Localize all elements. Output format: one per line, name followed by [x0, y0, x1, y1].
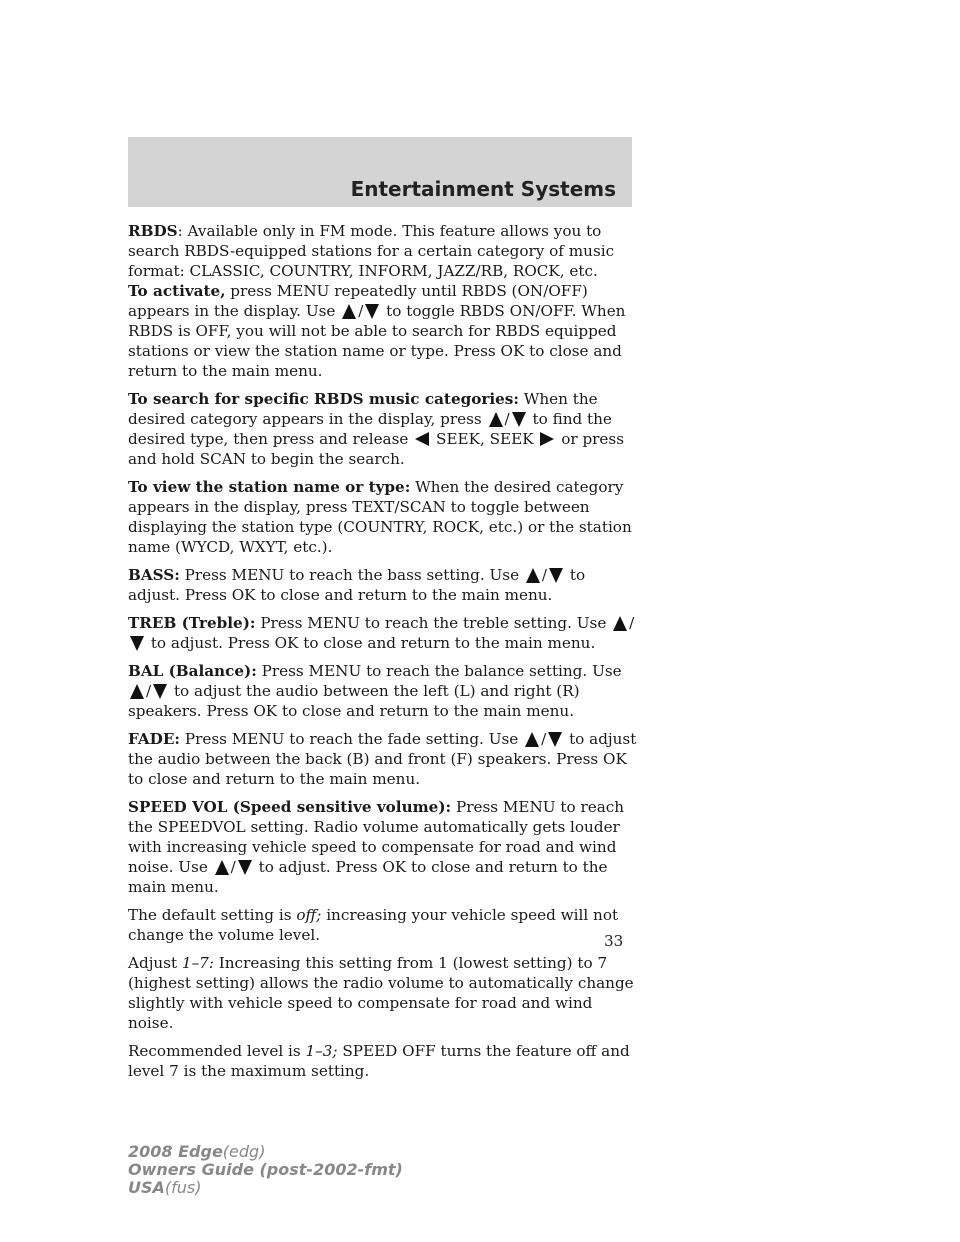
- adjust-paragraph: [128, 953, 638, 1033]
- recommended-emphasis: 1–3;: [305, 1042, 338, 1060]
- activate-text-2: to toggle RBDS ON/OFF. When RBDS is OFF, you will not be able to search for RBDS equipped stations or view the station name or type. Press OK to close and return to the main menu.: [128, 302, 626, 380]
- rbds-paragraph: [128, 221, 638, 281]
- section-header-band: [128, 137, 632, 207]
- search-text-1: When the desired category appears in the display, press: [128, 390, 598, 428]
- treble-label: TREB (Treble):: [128, 614, 256, 632]
- page-number: 33: [604, 932, 624, 950]
- search-paragraph: [128, 389, 638, 469]
- speedvol-text-1: Press MENU to reach the SPEEDVOL setting. Radio volume automatically gets louder with increasing vehicle speed to compensate for road and wind noise. Use: [128, 798, 625, 876]
- balance-label: BAL (Balance):: [128, 662, 257, 680]
- default-text-1: The default setting is: [128, 906, 297, 924]
- fade-text-2: to adjust the audio between the back (B) and front (F) speakers. Press OK to close and return to the main menu.: [128, 730, 637, 788]
- bass-text-2: to adjust. Press OK to close and return to the main menu.: [128, 566, 586, 604]
- page-content: [128, 221, 638, 1089]
- slash: /: [541, 730, 547, 748]
- recommended-text-2: SPEED OFF turns the feature off and level 7 is the maximum setting.: [128, 1042, 630, 1080]
- up-arrow-icon: [215, 860, 229, 875]
- speedvol-label: SPEED VOL (Speed sensitive volume):: [128, 798, 452, 816]
- adjust-text-2: Increasing this setting from 1 (lowest setting) to 7 (highest setting) allows the radio volume to automatically change slightly with vehicle speed to compensate for road and wind noise.: [128, 954, 634, 1032]
- down-arrow-icon: [365, 304, 379, 319]
- recommended-text-1: Recommended level is: [128, 1042, 306, 1060]
- up-arrow-icon: [342, 304, 356, 319]
- default-text-2: increasing your vehicle speed will not change the volume level.: [128, 906, 619, 944]
- treble-paragraph: [128, 613, 638, 653]
- down-arrow-icon: [549, 568, 563, 583]
- fade-label: FADE:: [128, 730, 181, 748]
- adjust-emphasis: 1–7:: [181, 954, 214, 972]
- slash: /: [146, 682, 152, 700]
- balance-text-2: to adjust the audio between the left (L) and right (R) speakers. Press OK to close and return to the main menu.: [128, 682, 580, 720]
- default-emphasis: off;: [296, 906, 322, 924]
- rbds-description: : Available only in FM mode. This feature allows you to search RBDS-equipped stations for a certain category of music format: CLASSIC, COUNTRY, INFORM, JAZZ/RB, ROCK, etc.: [128, 222, 615, 280]
- bass-text-1: Press MENU to reach the bass setting. Use: [179, 566, 524, 584]
- slash: /: [358, 302, 364, 320]
- slash: /: [504, 410, 510, 428]
- rbds-term: RBDS: [128, 222, 178, 240]
- balance-paragraph: [128, 661, 638, 721]
- document-footer: [128, 1143, 403, 1197]
- rbds-activate-paragraph: [128, 281, 638, 381]
- footer-model: 2008 Edge: [128, 1142, 223, 1161]
- footer-region-code: (fus): [164, 1178, 202, 1197]
- treble-text-1: Press MENU to reach the treble setting. Use: [255, 614, 612, 632]
- down-arrow-icon: [548, 732, 562, 747]
- seek-right-arrow-icon: [540, 432, 554, 446]
- recommended-paragraph: [128, 1041, 638, 1081]
- view-label: To view the station name or type:: [128, 478, 411, 496]
- seek-left-arrow-icon: [415, 432, 429, 446]
- speedvol-paragraph: [128, 797, 638, 897]
- footer-region: USA: [128, 1178, 165, 1197]
- fade-paragraph: [128, 729, 638, 789]
- footer-line-1: [128, 1143, 403, 1161]
- search-text-3: SEEK, SEEK: [431, 430, 539, 448]
- down-arrow-icon: [238, 860, 252, 875]
- view-paragraph: [128, 477, 638, 557]
- up-arrow-icon: [525, 732, 539, 747]
- fade-text-1: Press MENU to reach the fade setting. Use: [180, 730, 524, 748]
- up-arrow-icon: [130, 684, 144, 699]
- search-text-4: or press and hold SCAN to begin the search.: [128, 430, 625, 468]
- bass-paragraph: [128, 565, 638, 605]
- search-text-2: to find the desired type, then press and release: [128, 410, 612, 448]
- footer-line-2: Owners Guide (post-2002-fmt): [128, 1160, 403, 1179]
- treble-text-2: to adjust. Press OK to close and return to the main menu.: [146, 634, 596, 652]
- up-arrow-icon: [489, 412, 503, 427]
- default-paragraph: [128, 905, 638, 945]
- down-arrow-icon: [512, 412, 526, 427]
- adjust-text-1: Adjust: [128, 954, 182, 972]
- down-arrow-icon: [130, 636, 144, 651]
- down-arrow-icon: [153, 684, 167, 699]
- speedvol-text-2: to adjust. Press OK to close and return to the main menu.: [128, 858, 608, 896]
- section-title: Entertainment Systems: [350, 177, 616, 201]
- slash: /: [230, 858, 236, 876]
- search-label: To search for specific RBDS music categories:: [128, 390, 519, 408]
- footer-model-code: (edg): [222, 1142, 266, 1161]
- slash: /: [541, 566, 548, 584]
- up-arrow-icon: [526, 568, 540, 583]
- slash: /: [629, 614, 635, 632]
- activate-label: To activate,: [128, 282, 226, 300]
- footer-line-3: [128, 1179, 403, 1197]
- up-arrow-icon: [613, 616, 627, 631]
- view-text: When the desired category appears in the display, press TEXT/SCAN to toggle between displaying the station type (COUNTRY, ROCK, etc.) or the station name (WYCD, WXYT, etc.).: [128, 478, 632, 556]
- activate-text-1: press MENU repeatedly until RBDS (ON/OFF) appears in the display. Use: [128, 282, 588, 320]
- balance-text-1: Press MENU to reach the balance setting. Use: [256, 662, 622, 680]
- bass-label: BASS:: [128, 566, 180, 584]
